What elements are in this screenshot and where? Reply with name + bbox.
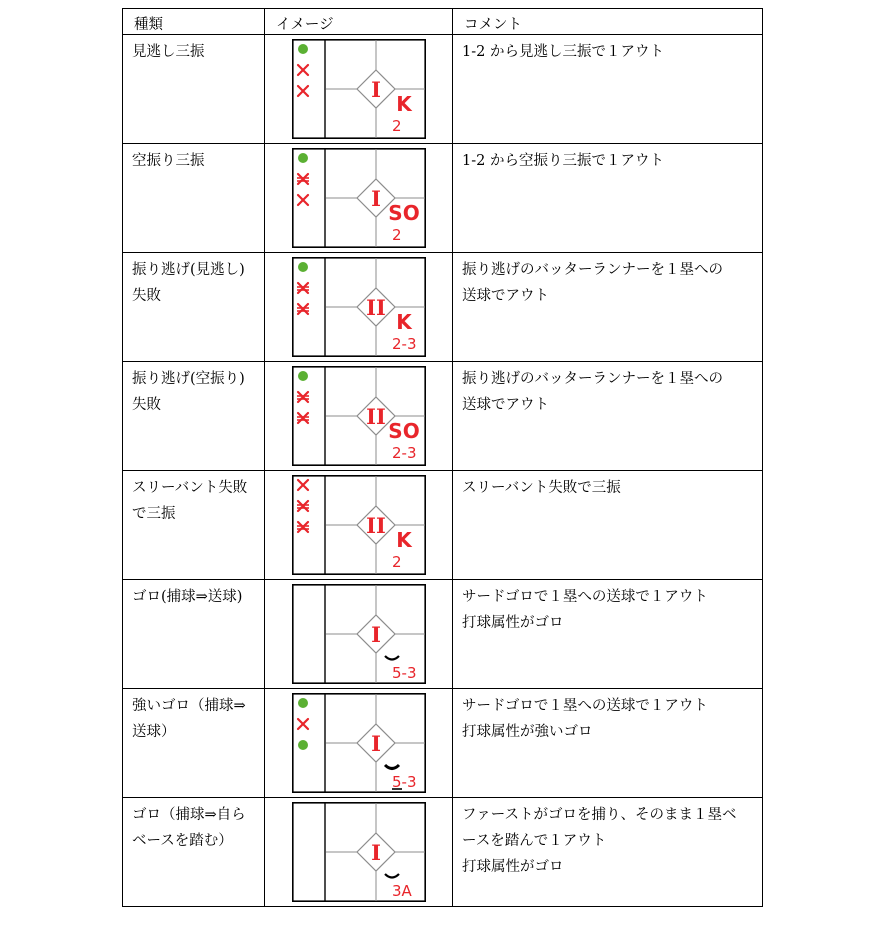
comment-cell: [453, 798, 763, 907]
type-cell: 強いゴロ（捕球⇒送球）: [123, 689, 265, 798]
type-cell: ゴロ(捕球⇒送球): [123, 580, 265, 689]
scoresheet: [292, 366, 426, 466]
comment-line: 1-2 から空振り三振で１アウト: [462, 153, 664, 169]
table-row: [123, 144, 763, 253]
image-cell: [265, 689, 453, 798]
play-code-mark: K: [395, 310, 412, 334]
out-number-mark: I: [370, 622, 381, 647]
ball-mark: [298, 153, 308, 163]
type-cell: 振り逃げ(空振り)失敗: [123, 362, 265, 471]
comment-cell: [453, 689, 763, 798]
fielder-numbers: 5-3: [391, 664, 416, 682]
comment-line: サードゴロで１塁への送球で１アウト: [462, 698, 708, 714]
header-row: [123, 9, 763, 35]
scoresheet-image: [292, 802, 426, 902]
comment-line: ースを踏んで１アウト: [462, 833, 607, 849]
comment-line: 振り逃げのバッターランナーを１塁への: [462, 262, 723, 278]
table-row: [123, 35, 763, 144]
table-row: [123, 689, 763, 798]
image-cell: [265, 144, 453, 253]
play-code-mark: SO: [387, 419, 420, 443]
play-code-mark: K: [395, 528, 412, 552]
table-row: [123, 253, 763, 362]
comment-line: スリーバント失敗で三振: [462, 480, 621, 496]
image-cell: [265, 35, 453, 144]
header-comment: コメント: [453, 9, 763, 35]
image-cell: [265, 580, 453, 689]
scoresheet: [292, 475, 426, 575]
out-number-mark: I: [370, 731, 381, 756]
ball-mark: [298, 371, 308, 381]
image-cell: [265, 253, 453, 362]
scoresheet: [292, 693, 426, 793]
scoresheet: [292, 257, 426, 357]
scoresheet-image: [292, 366, 426, 466]
comment-cell: [453, 35, 763, 144]
table-row: [123, 580, 763, 689]
out-number-mark: I: [370, 77, 381, 102]
scoresheet-image: [292, 584, 426, 684]
type-cell: 振り逃げ(見逃し)失敗: [123, 253, 265, 362]
comment-line: 送球でアウト: [462, 288, 549, 304]
type-cell: 空振り三振: [123, 144, 265, 253]
scoresheet-image: [292, 39, 426, 139]
comment-line: 1-2 から見逃し三振で１アウト: [462, 44, 664, 60]
fielder-numbers: 2: [391, 117, 402, 135]
fielder-numbers: 2: [391, 226, 402, 244]
image-cell: [265, 471, 453, 580]
comment-line: 打球属性が強いゴロ: [462, 724, 593, 740]
out-number-mark: I: [370, 840, 381, 865]
table-row: [123, 798, 763, 907]
comment-cell: [453, 471, 763, 580]
out-number-mark: II: [365, 404, 386, 429]
fielder-numbers: 2-3: [391, 444, 416, 462]
comment-line: 振り逃げのバッターランナーを１塁への: [462, 371, 723, 387]
scoresheet: [292, 584, 426, 684]
ball-mark: [298, 262, 308, 272]
ball-mark: [298, 698, 308, 708]
ball-mark: [298, 44, 308, 54]
out-number-mark: I: [370, 186, 381, 211]
fielder-numbers: 3A: [391, 882, 412, 900]
type-cell: スリーバント失敗で三振: [123, 471, 265, 580]
comment-line: サードゴロで１塁への送球で１アウト: [462, 589, 708, 605]
fielder-numbers: 2: [391, 553, 402, 571]
table-row: [123, 471, 763, 580]
play-code-mark: K: [395, 92, 412, 116]
scoresheet-image: [292, 693, 426, 793]
scoring-table: [122, 8, 763, 907]
scoresheet-image: [292, 257, 426, 357]
comment-cell: [453, 580, 763, 689]
header-type: 種類: [123, 9, 265, 35]
comment-cell: [453, 144, 763, 253]
scoresheet: [292, 39, 426, 139]
fielder-numbers: 5-3: [391, 773, 416, 791]
scoresheet: [292, 802, 426, 902]
play-code-mark: SO: [387, 201, 420, 225]
out-number-mark: II: [365, 295, 386, 320]
comment-line: 打球属性がゴロ: [462, 615, 564, 631]
comment-cell: [453, 362, 763, 471]
scoresheet: [292, 148, 426, 248]
table-row: [123, 362, 763, 471]
scoresheet-image: [292, 148, 426, 248]
ball-mark: [298, 740, 308, 750]
comment-line: 送球でアウト: [462, 397, 549, 413]
image-cell: [265, 362, 453, 471]
fielder-numbers: 2-3: [391, 335, 416, 353]
out-number-mark: II: [365, 513, 386, 538]
type-cell: 見逃し三振: [123, 35, 265, 144]
comment-line: 打球属性がゴロ: [462, 859, 564, 875]
header-image: イメージ: [265, 9, 453, 35]
comment-line: ファーストがゴロを捕り、そのまま１塁ベ: [462, 807, 737, 823]
comment-cell: [453, 253, 763, 362]
image-cell: [265, 798, 453, 907]
type-cell: ゴロ（捕球⇒自らベースを踏む）: [123, 798, 265, 907]
scoresheet-image: [292, 475, 426, 575]
